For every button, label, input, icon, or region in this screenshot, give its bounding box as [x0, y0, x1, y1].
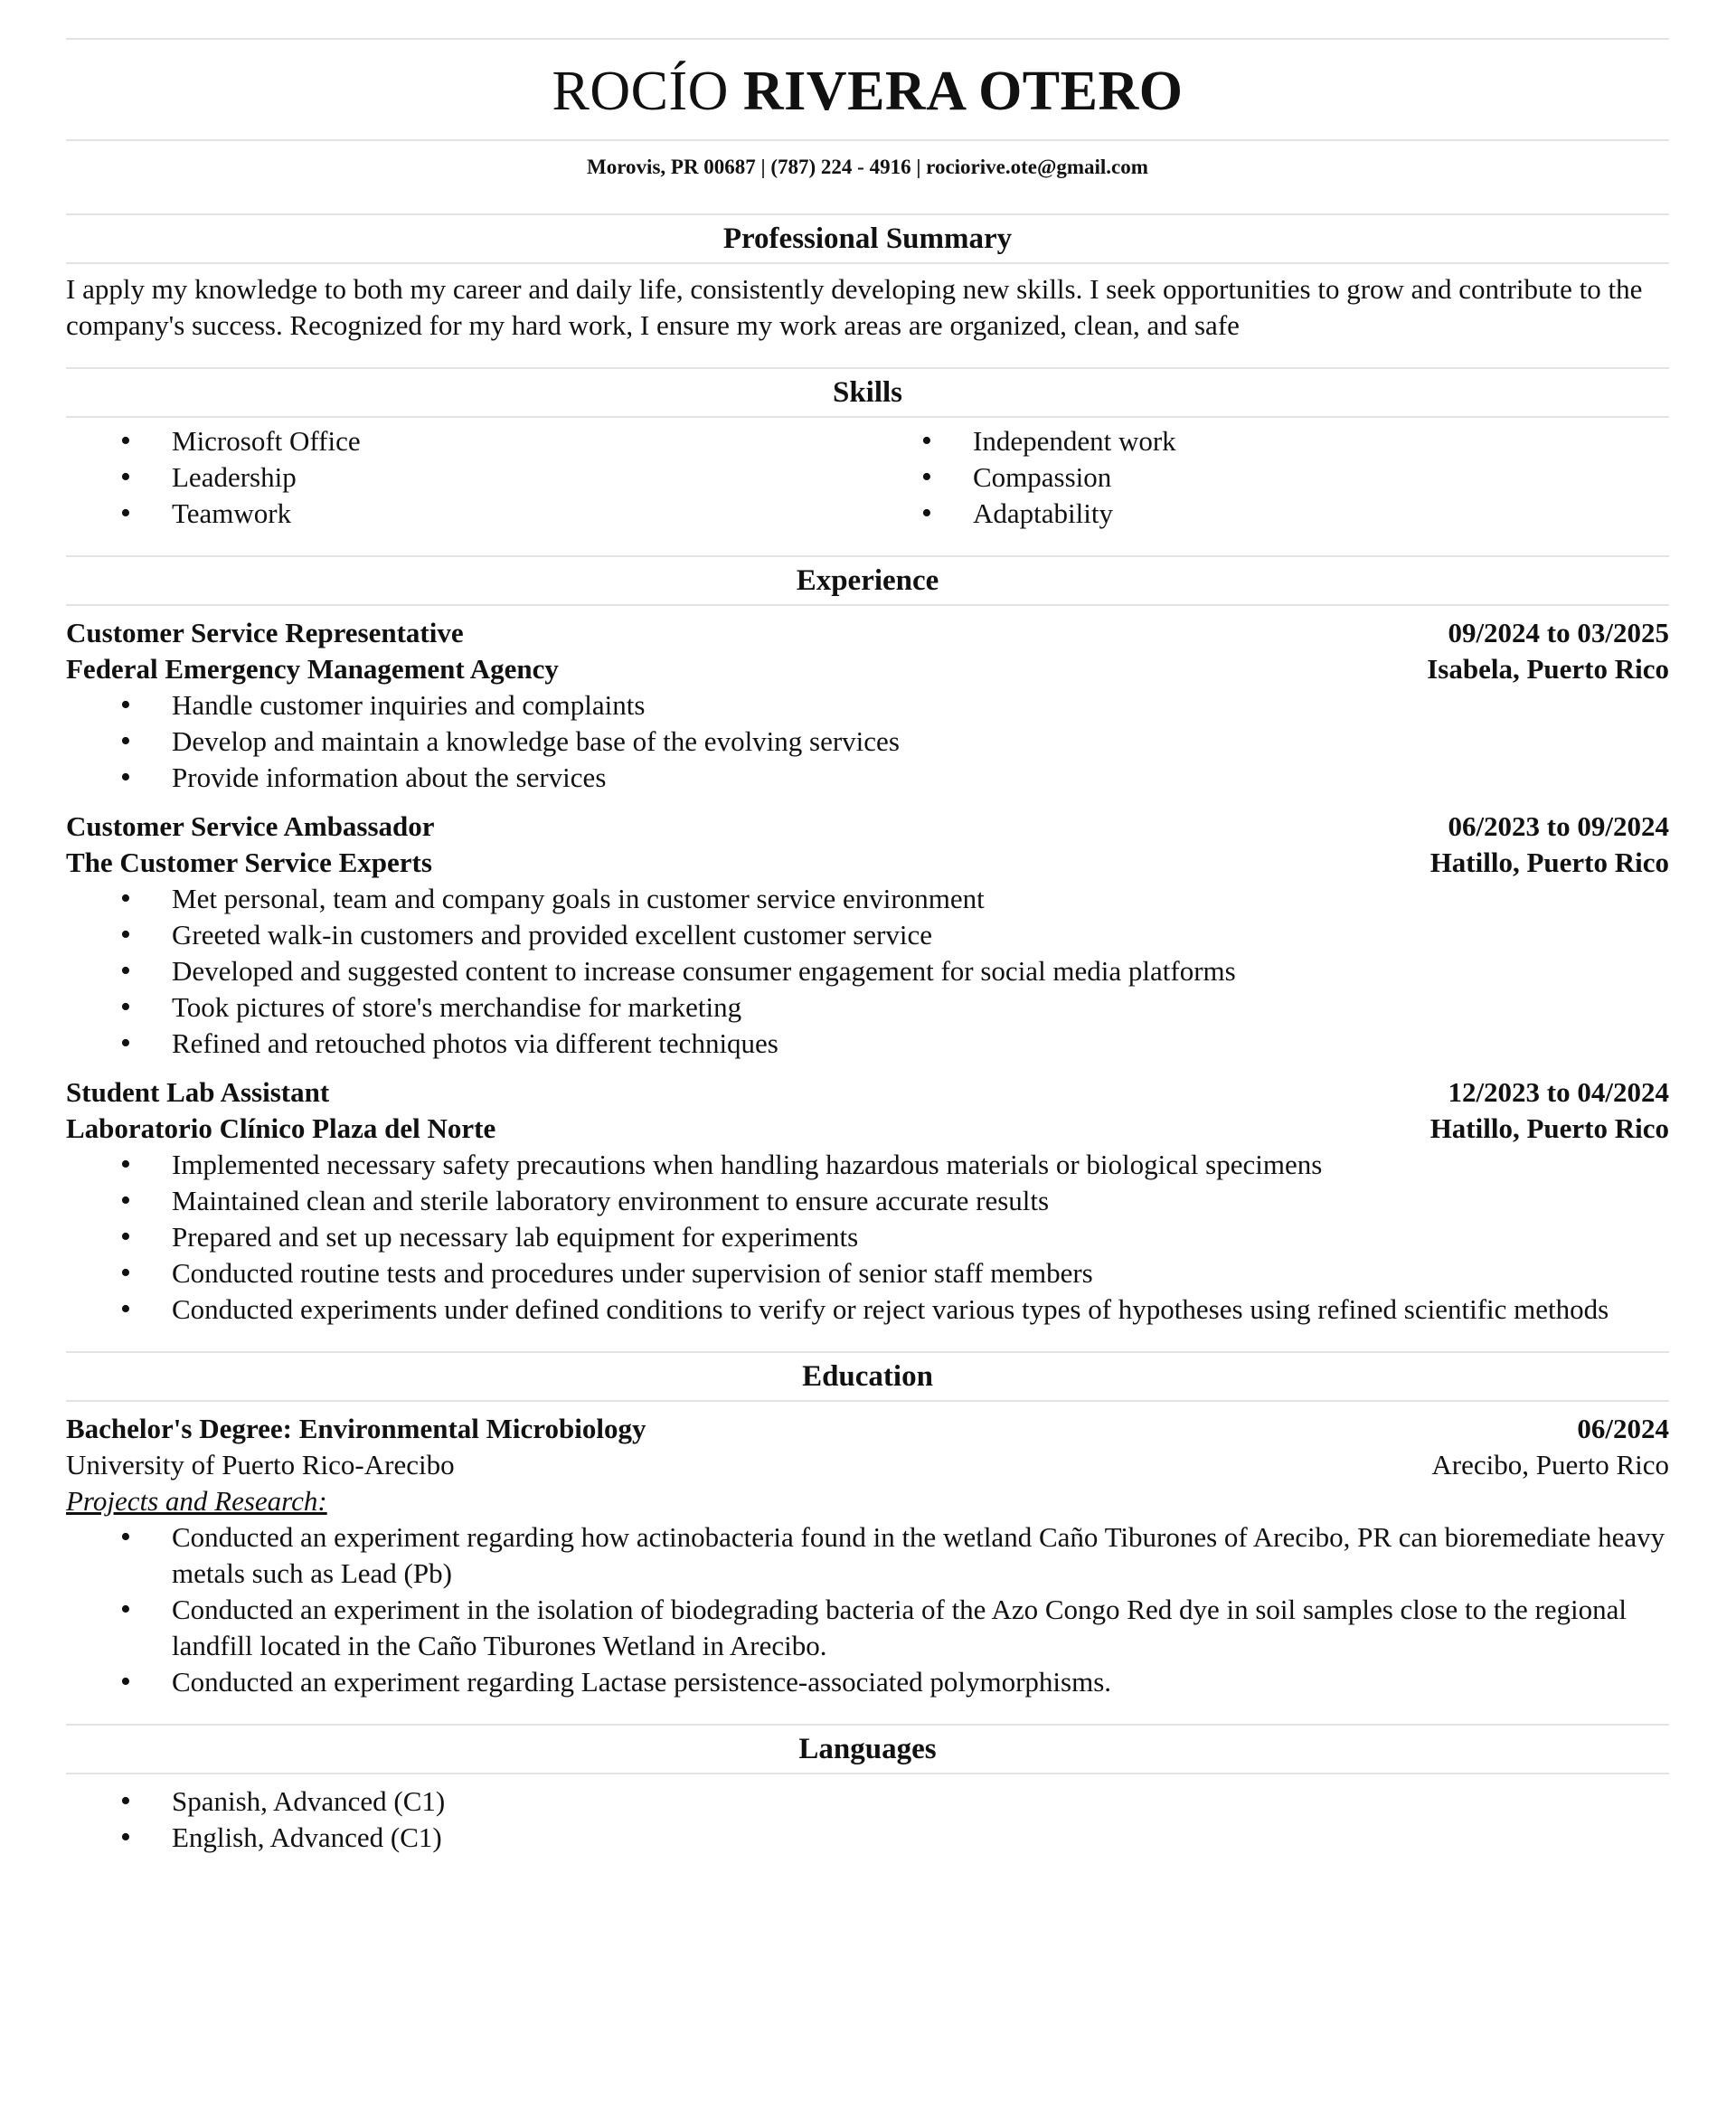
job-bullet: • Conducted routine tests and procedures under supervision of senior staff members: [66, 1255, 1669, 1291]
skills-column-right: [867, 423, 1668, 532]
skill-item: • Microsoft Office: [66, 423, 867, 459]
section-title-experience: Experience: [796, 564, 939, 597]
job-bullet: • Met personal, team and company goals in customer service environment: [66, 881, 1669, 917]
job-location: Isabela, Puerto Rico: [1427, 653, 1669, 685]
school-location: Arecibo, Puerto Rico: [1431, 1449, 1669, 1480]
education-bullet: • Conducted an experiment regarding Lactase persistence-associated polymorphisms.: [66, 1664, 1669, 1700]
last-name: RIVERA OTERO: [742, 61, 1184, 122]
divider: [66, 213, 1669, 215]
job-company: Laboratorio Clínico Plaza del Norte: [66, 1112, 496, 1144]
divider: [66, 604, 1669, 606]
section-title-summary: Professional Summary: [722, 222, 1013, 255]
skills-column-left: [66, 423, 867, 532]
skills-grid: [66, 423, 1669, 532]
divider: [66, 262, 1669, 264]
first-name: ROCÍO: [552, 61, 729, 122]
degree-separator: :: [282, 1413, 299, 1444]
summary-text: I apply my knowledge to both my career and daily life, consistently developing new skills. I seek opportunities to grow and contribute to the company's success. Recognized for my hard work, I ensure my work areas are organized, clean, and safe: [66, 273, 1643, 341]
job-entry: [66, 615, 1669, 796]
job-dates: 12/2023 to 04/2024: [1448, 1076, 1669, 1108]
divider: [66, 367, 1669, 369]
degree-line: [66, 1411, 646, 1447]
divider: [66, 1724, 1669, 1726]
job-location: Hatillo, Puerto Rico: [1429, 1112, 1669, 1144]
job-location: Hatillo, Puerto Rico: [1429, 847, 1669, 878]
education-bullet: • Conducted an experiment in the isolation of biodegrading bacteria of the Azo Congo Red dye in soil samples close to the regional landfill located in the Caño Tiburones Wetland in Arecibo.: [66, 1592, 1669, 1664]
job-bullet: • Greeted walk-in customers and provided excellent customer service: [66, 917, 1669, 953]
job-dates: 06/2023 to 09/2024: [1448, 810, 1669, 842]
divider: [66, 416, 1669, 418]
divider: [66, 1400, 1669, 1402]
job-bullet: • Conducted experiments under defined conditions to verify or reject various types of hypotheses using refined scientific methods: [66, 1291, 1669, 1328]
languages-list: [66, 1783, 1669, 1856]
section-title-skills: Skills: [832, 376, 903, 409]
resume-page: [66, 0, 1669, 1856]
skill-item: • Independent work: [867, 423, 1668, 459]
divider: [66, 1773, 1669, 1774]
degree-name: Bachelor's Degree: [66, 1413, 283, 1444]
section-title-education: Education: [802, 1360, 933, 1393]
projects-label: Projects and Research:: [66, 1485, 327, 1517]
candidate-name: [66, 61, 1669, 122]
job-bullet: • Developed and suggested content to increase consumer engagement for social media platforms: [66, 953, 1669, 989]
job-role: Customer Service Representative: [66, 617, 464, 648]
job-role: Student Lab Assistant: [66, 1076, 330, 1108]
education-entry: [66, 1411, 1669, 1700]
job-entry: [66, 1074, 1669, 1328]
contact-line: Morovis, PR 00687 | (787) 224 - 4916 | rociorive.ote@gmail.com: [587, 156, 1148, 178]
skill-item: • Compassion: [867, 459, 1668, 496]
divider: [66, 38, 1669, 40]
skill-item: • Leadership: [66, 459, 867, 496]
school-name: University of Puerto Rico-Arecibo: [66, 1449, 455, 1480]
degree-date: 06/2024: [1577, 1413, 1669, 1444]
skill-item: • Adaptability: [867, 496, 1668, 532]
language-item: • Spanish, Advanced (C1): [66, 1783, 1669, 1820]
education-bullet: • Conducted an experiment regarding how actinobacteria found in the wetland Caño Tiburones of Arecibo, PR can bioremediate heavy metals such as Lead (Pb): [66, 1519, 1669, 1592]
section-title-languages: Languages: [798, 1733, 937, 1765]
degree-field: Environmental Microbiology: [298, 1413, 646, 1444]
language-item: • English, Advanced (C1): [66, 1820, 1669, 1856]
skill-item: • Teamwork: [66, 496, 867, 532]
job-bullet: • Develop and maintain a knowledge base of the evolving services: [66, 724, 1669, 760]
job-company: Federal Emergency Management Agency: [66, 653, 559, 685]
divider: [66, 555, 1669, 557]
divider: [66, 139, 1669, 141]
job-company: The Customer Service Experts: [66, 847, 432, 878]
job-bullet: • Took pictures of store's merchandise for marketing: [66, 989, 1669, 1026]
job-entry: [66, 809, 1669, 1062]
job-role: Customer Service Ambassador: [66, 810, 435, 842]
job-bullet: • Refined and retouched photos via different techniques: [66, 1026, 1669, 1062]
job-bullet: • Prepared and set up necessary lab equipment for experiments: [66, 1219, 1669, 1255]
job-bullet: • Handle customer inquiries and complaints: [66, 687, 1669, 724]
divider: [66, 1351, 1669, 1353]
job-bullet: • Maintained clean and sterile laboratory environment to ensure accurate results: [66, 1183, 1669, 1219]
job-dates: 09/2024 to 03/2025: [1448, 617, 1669, 648]
job-bullet: • Provide information about the services: [66, 760, 1669, 796]
job-bullet: • Implemented necessary safety precautions when handling hazardous materials or biological specimens: [66, 1147, 1669, 1183]
